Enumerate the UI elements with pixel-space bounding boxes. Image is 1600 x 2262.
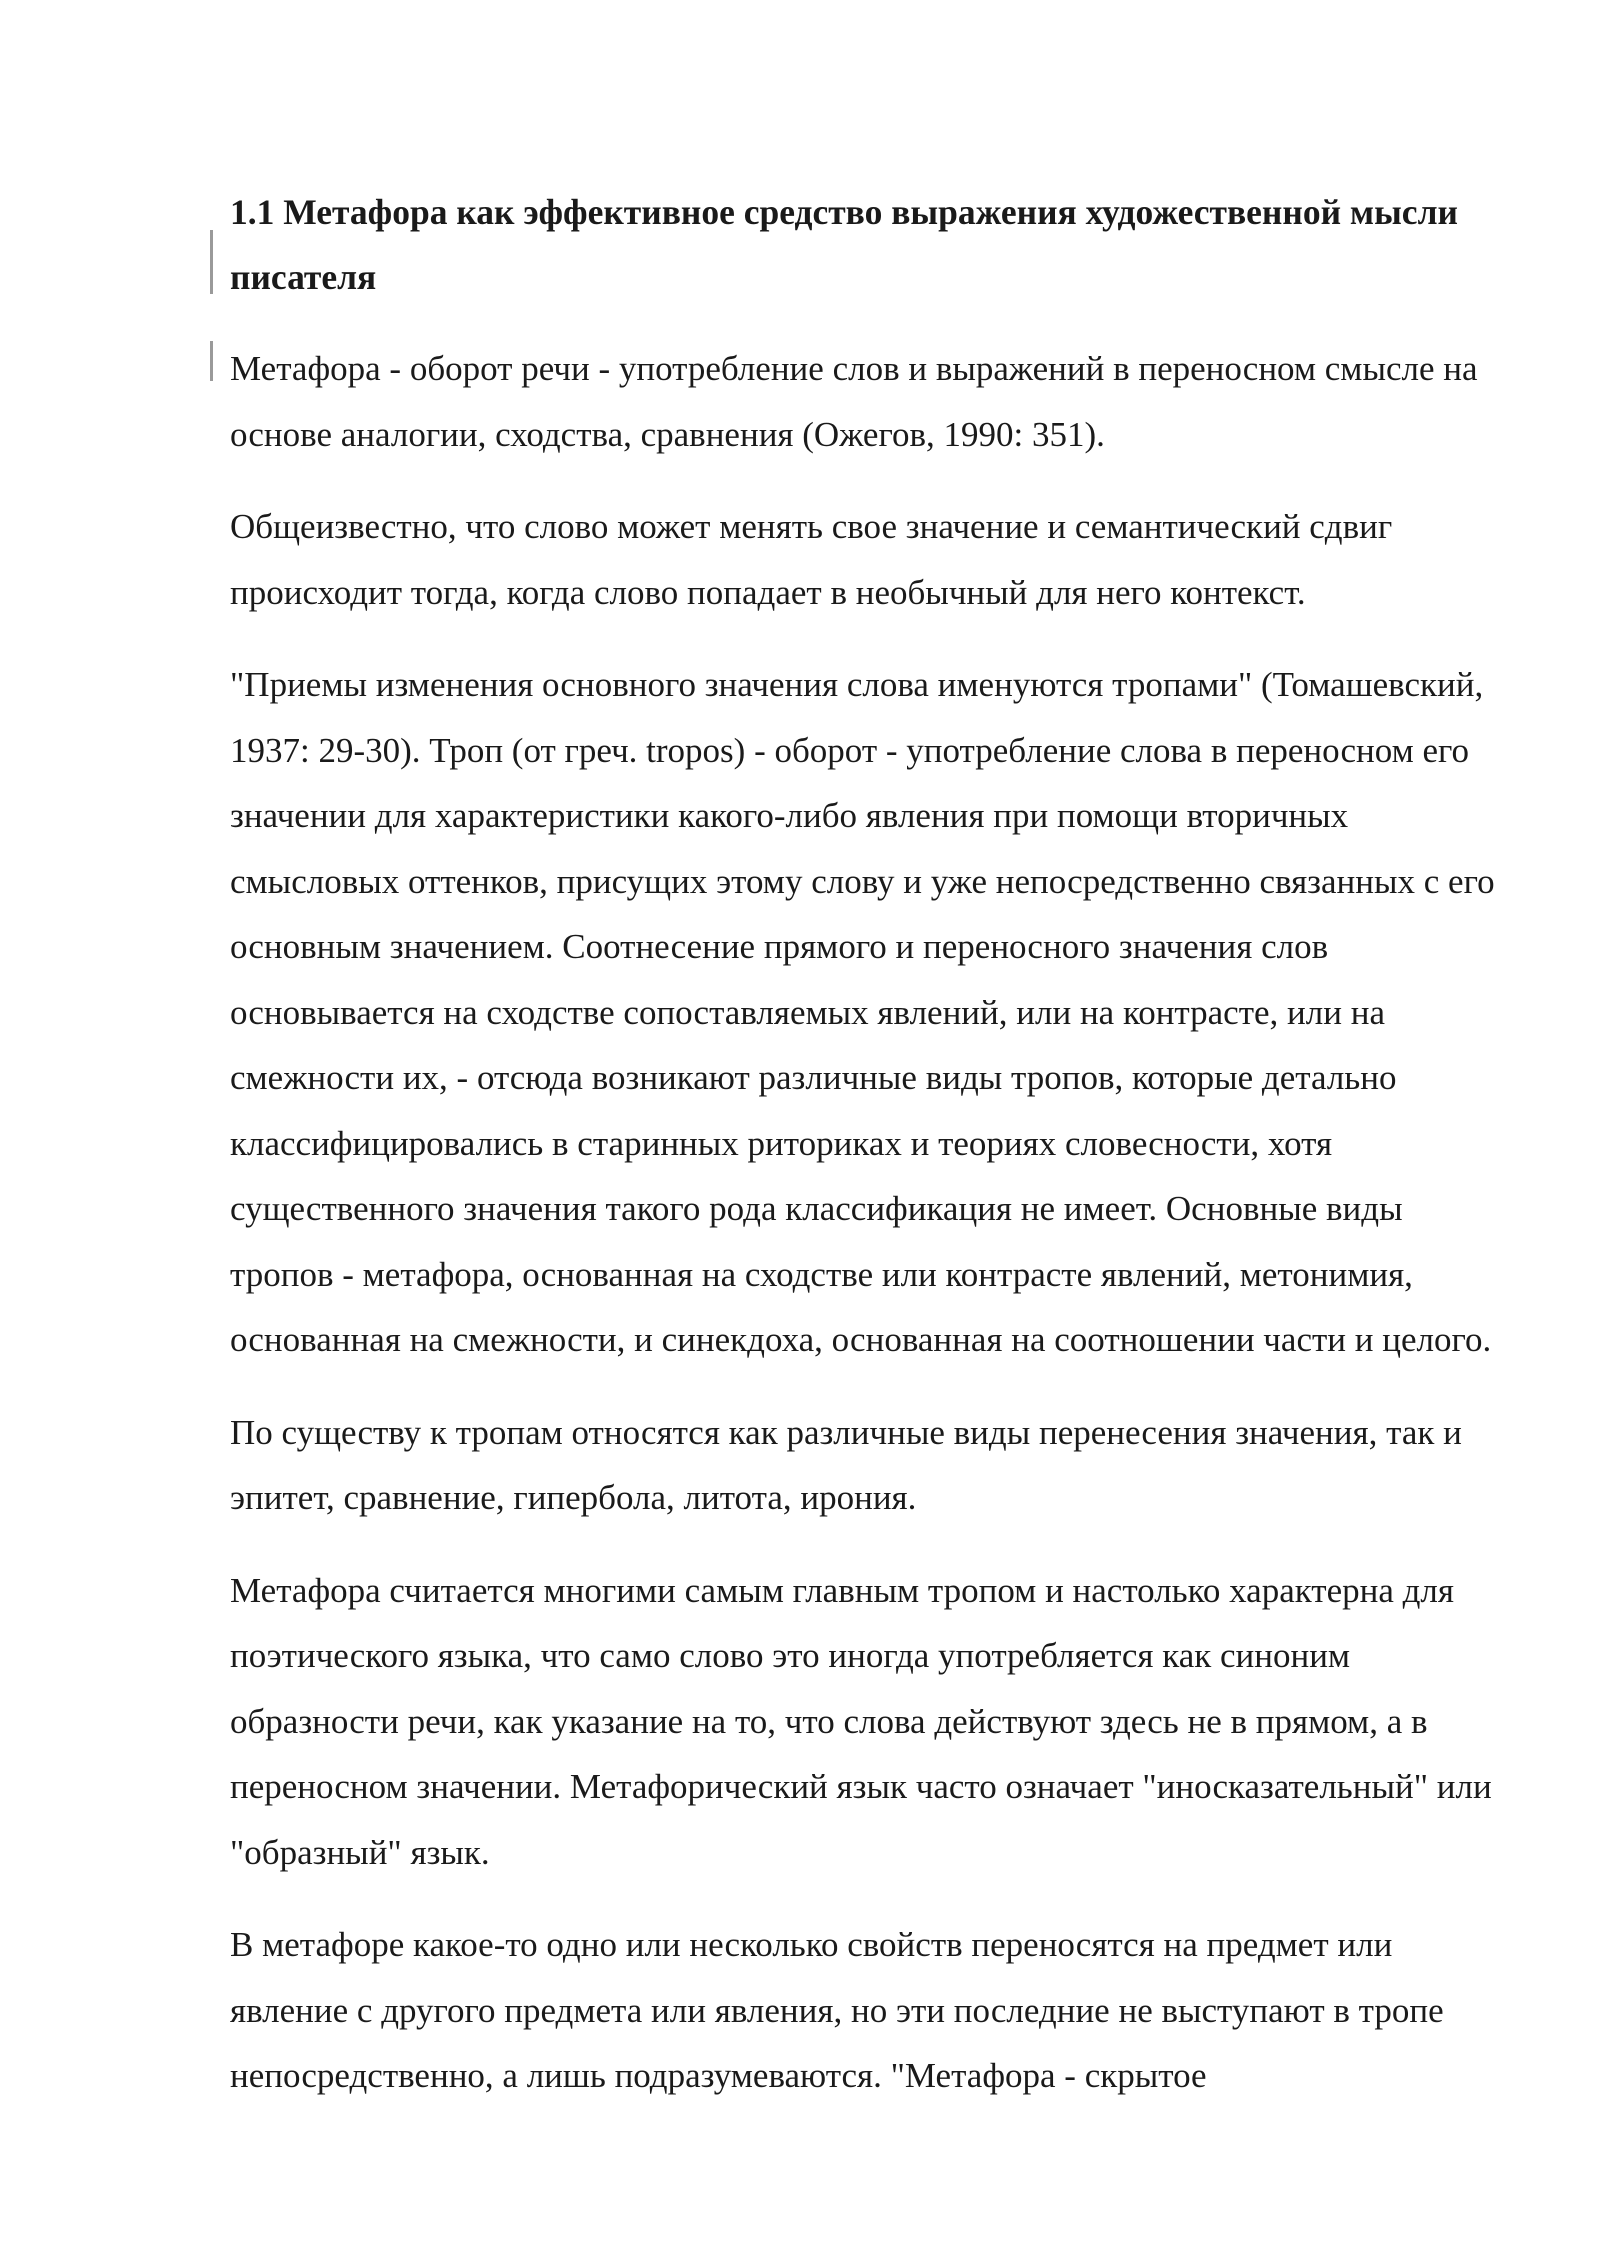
paragraph-metaphor-main-trope: [230, 1558, 1500, 1886]
paragraph-text: В метафоре какое-то одно или несколько свойств переносятся на предмет или явление с другого предмета или явления, но эти последние не выступают в тропе непосредственно, а лишь подразумеваются. "Метафора - скрытое: [230, 1925, 1444, 2095]
paragraph-metaphor-definition: [230, 336, 1500, 467]
change-bar-marker: [210, 341, 213, 381]
document-body: [230, 180, 1500, 2136]
paragraph-tropes: [230, 652, 1500, 1373]
section-heading: [230, 180, 1500, 310]
paragraph-semantic-shift: [230, 494, 1500, 625]
paragraph-text: По существу к тропам относятся как различные виды перенесения значения, так и эпитет, сравнение, гипербола, литота, ирония.: [230, 1412, 1462, 1517]
section-heading-text: 1.1 Метафора как эффективное средство выражения художественной мысли писателя: [230, 192, 1458, 297]
paragraph-text: "Приемы изменения основного значения слова именуются тропами" (Томашевский, 1937: 29-30). Троп (от греч. tropos) - оборот - употребление слова в переносном его значении для характеристики какого-либо явления при помощи вторичных смысловых оттенков, присущих этому слову и уже непосредственно связанных с его основным значением. Соотнесение прямого и переносного значения слов основывается на сходстве сопоставляемых явлений, или на контрасте, или на смежности их, - отсюда возникают различные виды тропов, которые детально классифицировались в старинных риториках и теориях словесности, хотя существенного значения такого рода классификация не имеет. Основные виды тропов - метафора, основанная на сходстве или контрасте явлений, метонимия, основанная на смежности, и синекдоха, основанная на соотношении части и целого.: [230, 665, 1495, 1359]
paragraph-text: Общеизвестно, что слово может менять свое значение и семантический сдвиг происходит тогда, когда слово попадает в необычный для него контекст.: [230, 507, 1393, 612]
paragraph-text: Метафора считается многими самым главным тропом и настолько характерна для поэтического языка, что само слово это иногда употребляется как синоним образности речи, как указание на то, что слова действуют здесь не в прямом, а в переносном значении. Метафорический язык часто означает "иносказательный" или "образный" язык.: [230, 1570, 1492, 1872]
change-bar-marker: [210, 230, 213, 294]
paragraph-trope-types: [230, 1400, 1500, 1531]
paragraph-metaphor-properties: [230, 1912, 1500, 2109]
paragraph-text: Метафора - оборот речи - употребление слов и выражений в переносном смысле на основе аналогии, сходства, сравнения (Ожегов, 1990: 351).: [230, 349, 1478, 454]
